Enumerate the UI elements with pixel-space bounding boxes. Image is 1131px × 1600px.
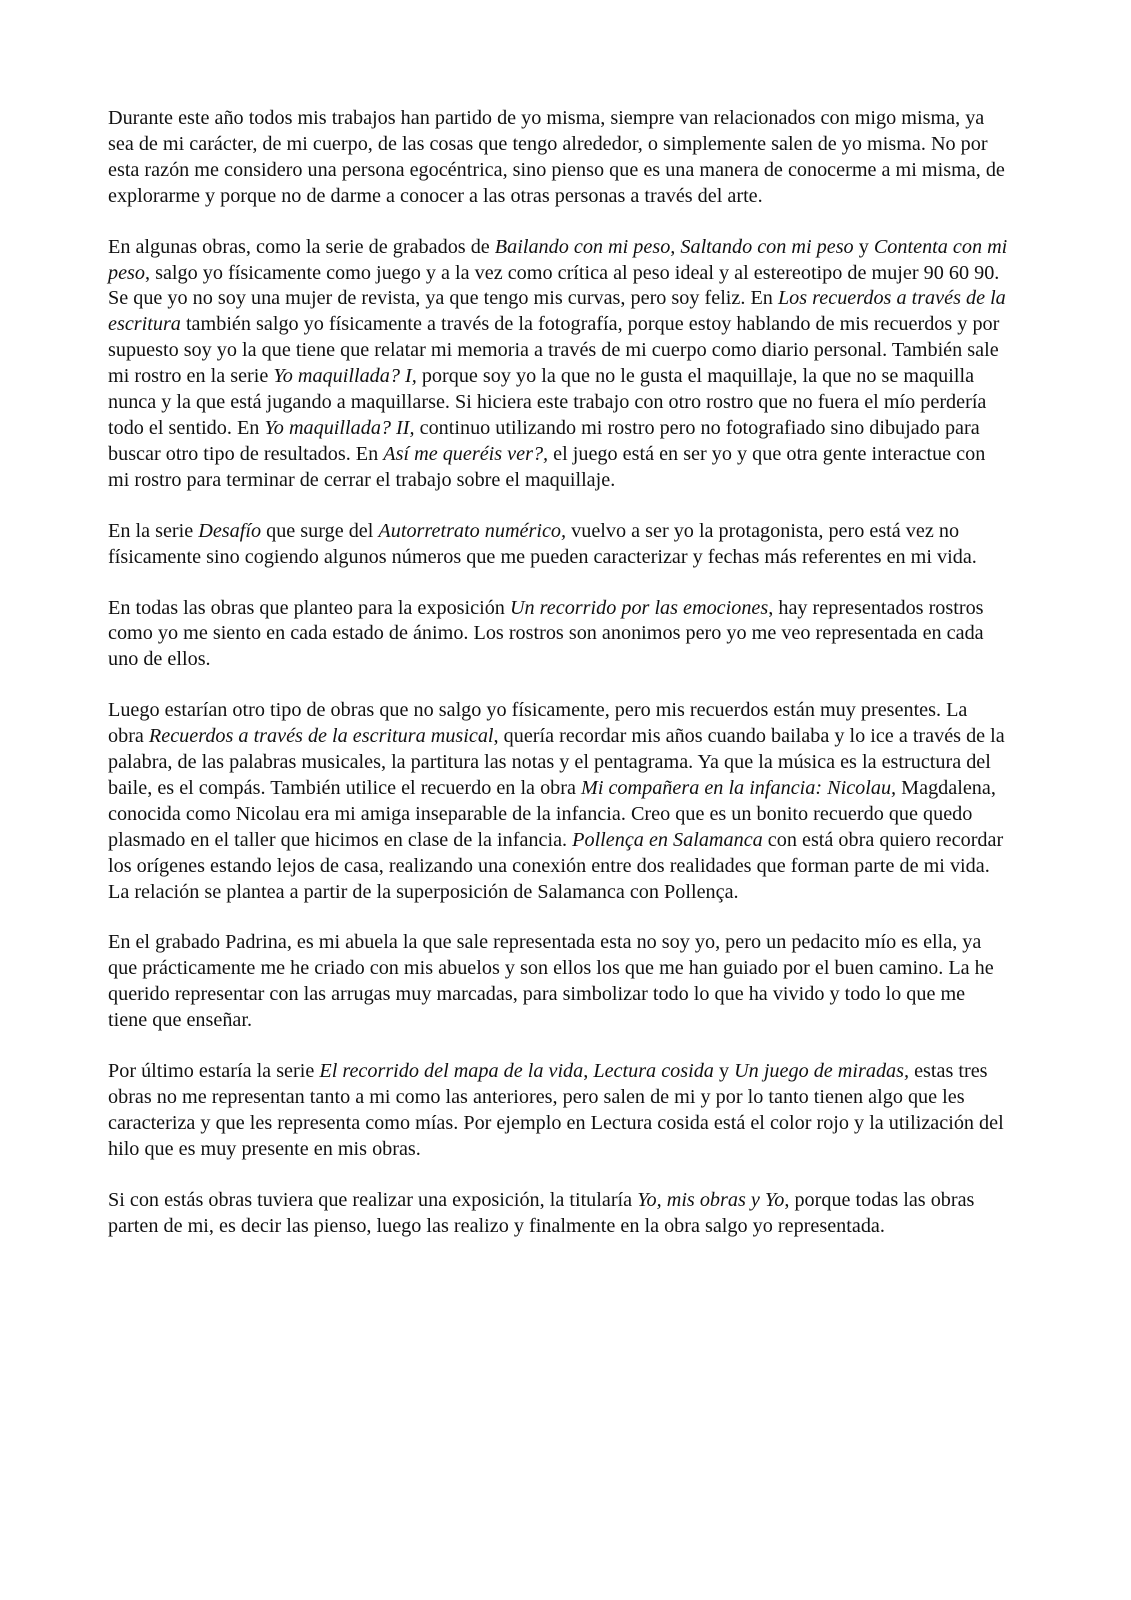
paragraph-7: [108, 1059, 1008, 1163]
text-run: continuo utilizando mi rostro pero no fotografiado sino dibujado para buscar otro tipo de resultados. En: [108, 416, 980, 465]
work-title: Yo, mis obras y Yo: [637, 1188, 785, 1211]
paragraph-4: [108, 596, 1008, 674]
work-title: Bailando con mi peso, Saltando con mi peso: [494, 235, 854, 258]
text-run: En el grabado Padrina, es mi abuela la que sale representada esta no soy yo, pero un pedacito mío es ella, ya que prácticamente me he criado con mis abuelos y son ellos los que me han guiado por el buen camino. La he querido representar con las arrugas muy marcadas, para simbolizar todo lo que ha vivido y todo lo que me tiene que enseñar.: [108, 931, 994, 1032]
paragraph-3: [108, 519, 1008, 571]
text-run: , salgo yo físicamente como juego y a la vez como crítica al peso ideal y al estereotipo de mujer 90 60 90. Se que yo no soy una mujer de revista, ya que tengo mis curvas, pero soy feliz. En: [108, 261, 1000, 310]
text-run: Luego estarían otro tipo de obras que no salgo yo físicamente, pero mis recuerdos están muy presentes. La obra: [108, 699, 968, 748]
work-title: Lectura cosida: [593, 1060, 714, 1083]
text-run: vuelvo a ser yo la protagonista, pero está vez no físicamente sino cogiendo algunos números que me pueden caracterizar y fechas más referentes en mi vida.: [108, 519, 977, 568]
text-run: En todas las obras que planteo para la exposición: [108, 596, 510, 619]
work-title: Los recuerdos a través de la escritura: [108, 287, 1006, 336]
document-body: [108, 106, 1008, 1265]
text-run: En algunas obras, como la serie de grabados de: [108, 235, 495, 258]
work-title: Contenta con mi peso: [108, 235, 1008, 284]
work-title: Mi compañera en la infancia: Nicolau,: [581, 776, 897, 799]
text-run: Magdalena, conocida como Nicolau era mi amiga inseparable de la infancia. Creo que es un bonito recuerdo que quedo plasmado en el taller que hicimos en clase de la infancia.: [108, 776, 996, 851]
paragraph-5: [108, 698, 1008, 905]
text-run: estas tres obras no me representan tanto a mi como las anteriores, pero salen de mi y por lo tanto tienen algo que les caracteriza y que les representa como mías. Por ejemplo en Lectura cosida está el color rojo y la utilización del hilo que es muy presente en mis obras.: [108, 1060, 1004, 1160]
text-run: también salgo yo físicamente a través de la fotografía, porque estoy hablando de mis recuerdos y por supuesto soy yo la que tiene que relatar mi memoria a través de mi cuerpo como diario personal. También sale mi rostro en la serie: [108, 313, 1000, 388]
text-run: , quería recordar mis años cuando bailaba y lo ice a través de la palabra, de las palabras musicales, la partitura las notas y el pentagrama. Ya que la música es la estructura del baile, es el compás. También utilice el recuerdo en la obra: [108, 725, 1005, 799]
text-run: En la serie: [108, 519, 199, 542]
paragraph-6: [108, 930, 1008, 1034]
work-title: Desafío: [198, 519, 262, 542]
paragraph-8: [108, 1188, 1008, 1240]
text-run: , porque todas las obras parten de mi, es decir las pienso, luego las realizo y finalmente en la obra salgo yo representada.: [108, 1188, 975, 1237]
text-run: Si con estás obras tuviera que realizar una exposición, la titularía: [108, 1188, 638, 1211]
work-title: Así me queréis ver?,: [383, 442, 549, 465]
paragraph-2: [108, 235, 1008, 494]
work-title: Yo maquillada? I,: [273, 365, 417, 388]
text-run: el juego está en ser yo y que otra gente interactue con mi rostro para terminar de cerrar el trabajo sobre el maquillaje.: [108, 442, 986, 491]
text-run: ,: [583, 1060, 594, 1083]
text-run: porque soy yo la que no le gusta el maquillaje, la que no se maquilla nunca y la que está jugando a maquillarse. Si hiciera este trabajo con otro rostro que no fuera el mío perdería todo el sentido. En: [108, 365, 987, 439]
work-title: Recuerdos a través de la escritura musical: [148, 725, 494, 748]
text-run: que surge del: [261, 519, 379, 542]
text-run: , hay representados rostros como yo me siento en cada estado de ánimo. Los rostros son anonimos pero yo me veo representada en cada uno de ellos.: [108, 596, 984, 671]
work-title: Pollença en Salamanca: [572, 828, 763, 851]
text-run: y: [853, 235, 874, 258]
work-title: Un recorrido por las emociones: [509, 596, 769, 619]
text-run: y: [713, 1060, 735, 1083]
work-title: Yo maquillada? II,: [264, 416, 415, 439]
text-run: Por último estaría la serie: [108, 1060, 320, 1083]
text-run: Durante este año todos mis trabajos han partido de yo misma, siempre van relacionados con migo misma, ya sea de mi carácter, de mi cuerpo, de las cosas que tengo alrededor, o simplemente salen de yo misma. No por esta razón me considero una persona egocéntrica, sino pienso que es una manera de conocerme a mi misma, de explorarme y porque no de darme a conocer a las otras personas a través del arte.: [108, 107, 1005, 207]
paragraph-1: [108, 106, 1008, 210]
text-run: con está obra quiero recordar los orígenes estando lejos de casa, realizando una conexión entre dos realidades que forman parte de mi vida. La relación se plantea a partir de la superposición de Salamanca con Pollença.: [108, 828, 1004, 903]
work-title: Un juego de miradas,: [734, 1060, 910, 1083]
work-title: Autorretrato numérico,: [378, 519, 567, 542]
work-title: El recorrido del mapa de la vida: [319, 1060, 584, 1083]
